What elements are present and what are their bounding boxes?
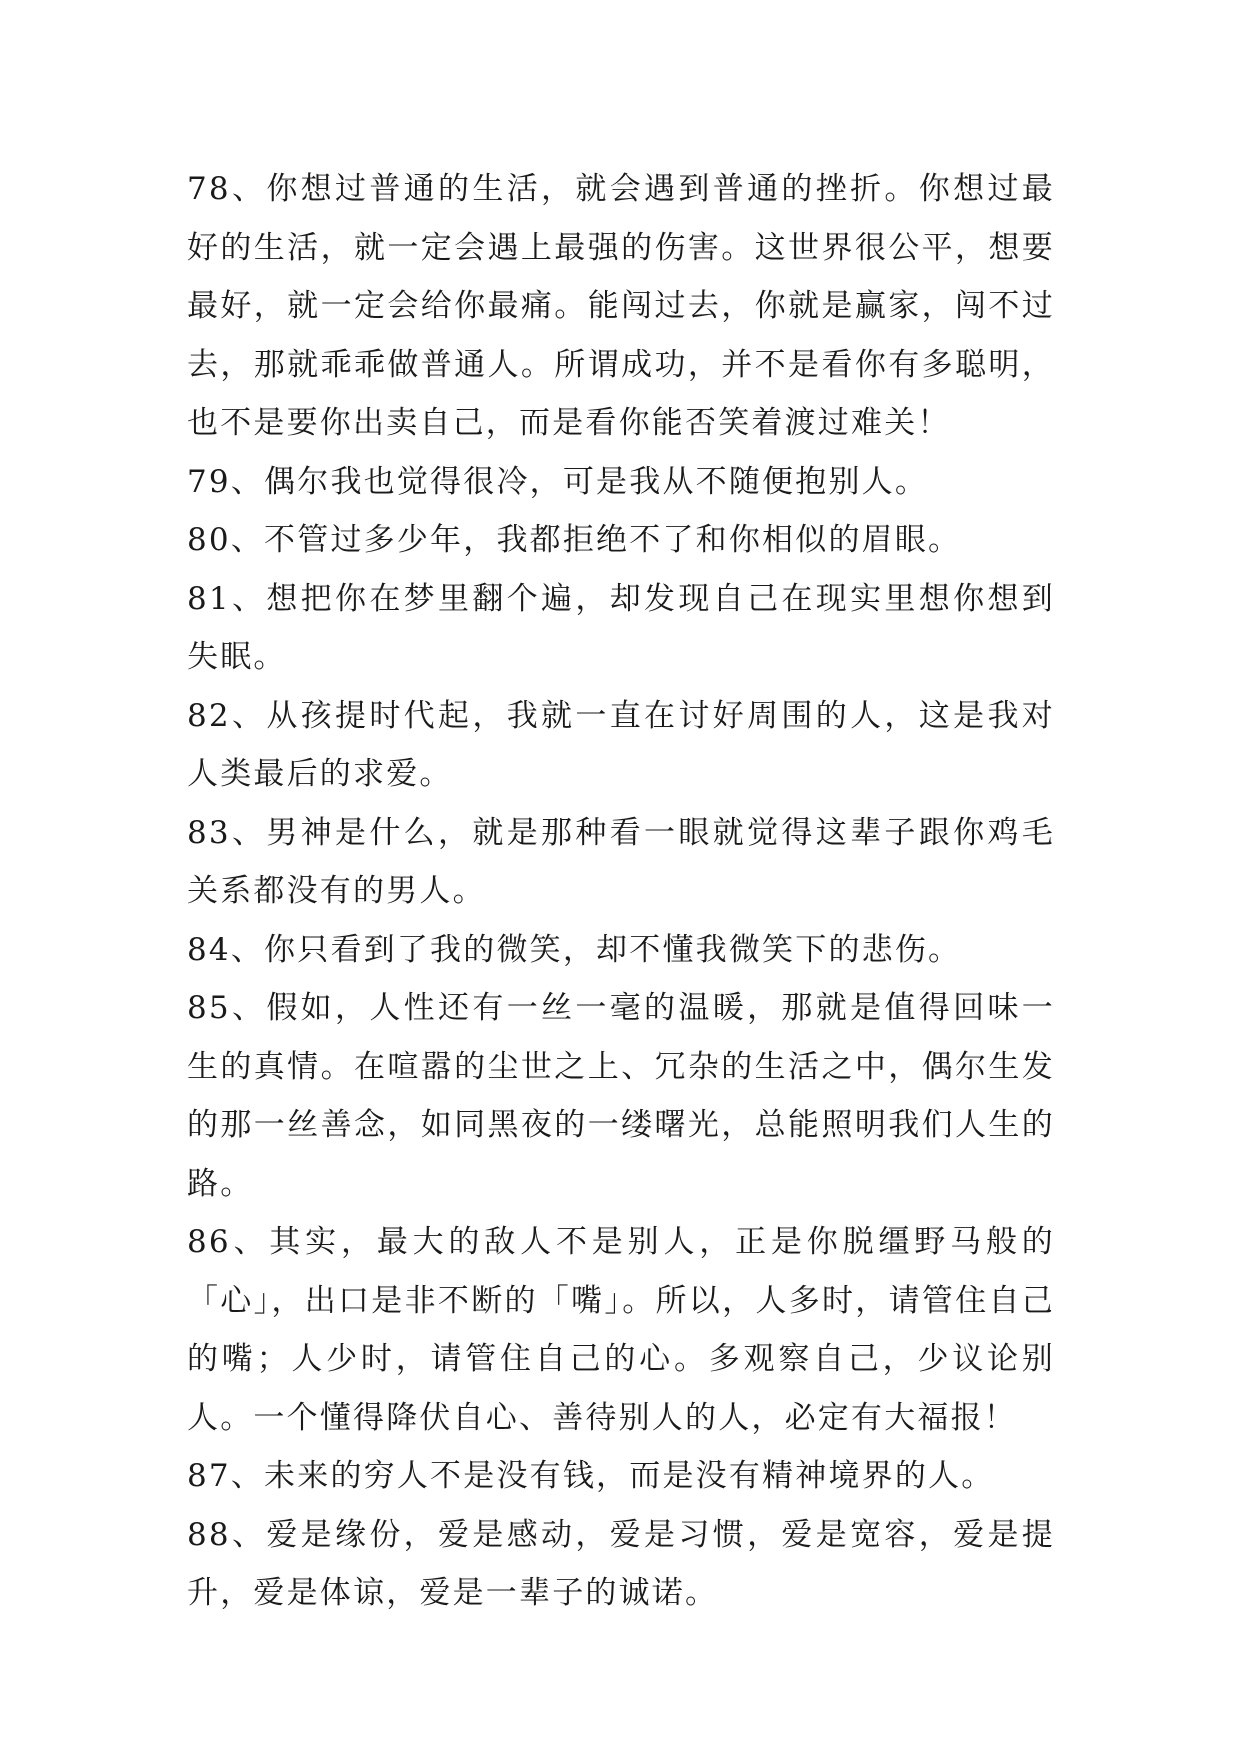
quote-82: 82、从孩提时代起，我就一直在讨好周围的人，这是我对人类最后的求爱。 bbox=[187, 697, 1055, 792]
quote-81: 81、想把你在梦里翻个遍，却发现自己在现实里想你想到失眠。 bbox=[187, 580, 1055, 675]
quote-list bbox=[187, 160, 1055, 1623]
quote-88: 88、爱是缘份，爱是感动，爱是习惯，爱是宽容，爱是提升，爱是体谅，爱是一辈子的诚诺。 bbox=[187, 1516, 1055, 1611]
quote-79: 79、偶尔我也觉得很冷，可是我从不随便抱别人。 bbox=[187, 463, 929, 500]
quote-83: 83、男神是什么，就是那种看一眼就觉得这辈子跟你鸡毛关系都没有的男人。 bbox=[187, 814, 1055, 909]
quote-84: 84、你只看到了我的微笑，却不懂我微笑下的悲伤。 bbox=[187, 931, 962, 968]
quote-85: 85、假如，人性还有一丝一毫的温暖，那就是值得回味一生的真情。在喧嚣的尘世之上、冗杂的生活之中，偶尔生发的那一丝善念，如同黑夜的一缕曙光，总能照明我们人生的路。 bbox=[187, 990, 1055, 1202]
quote-78: 78、你想过普通的生活，就会遇到普通的挫折。你想过最好的生活，就一定会遇上最强的伤害。这世界很公平，想要最好，就一定会给你最痛。能闯过去，你就是赢家，闯不过去，那就乖乖做普通人。所谓成功，并不是看你有多聪明，也不是要你出卖自己，而是看你能否笑着渡过难关！ bbox=[187, 171, 1055, 441]
quote-87: 87、未来的穷人不是没有钱，而是没有精神境界的人。 bbox=[187, 1458, 995, 1494]
quote-80: 80、不管过多少年，我都拒绝不了和你相似的眉眼。 bbox=[187, 522, 962, 558]
quote-86: 86、其实，最大的敌人不是别人，正是你脱缰野马般的「心」，出口是非不断的「嘴」。所以，人多时，请管住自己的嘴；人少时，请管住自己的心。多观察自己，少议论别人。一个懂得降伏自心、善待别人的人，必定有大福报！ bbox=[187, 1224, 1055, 1436]
